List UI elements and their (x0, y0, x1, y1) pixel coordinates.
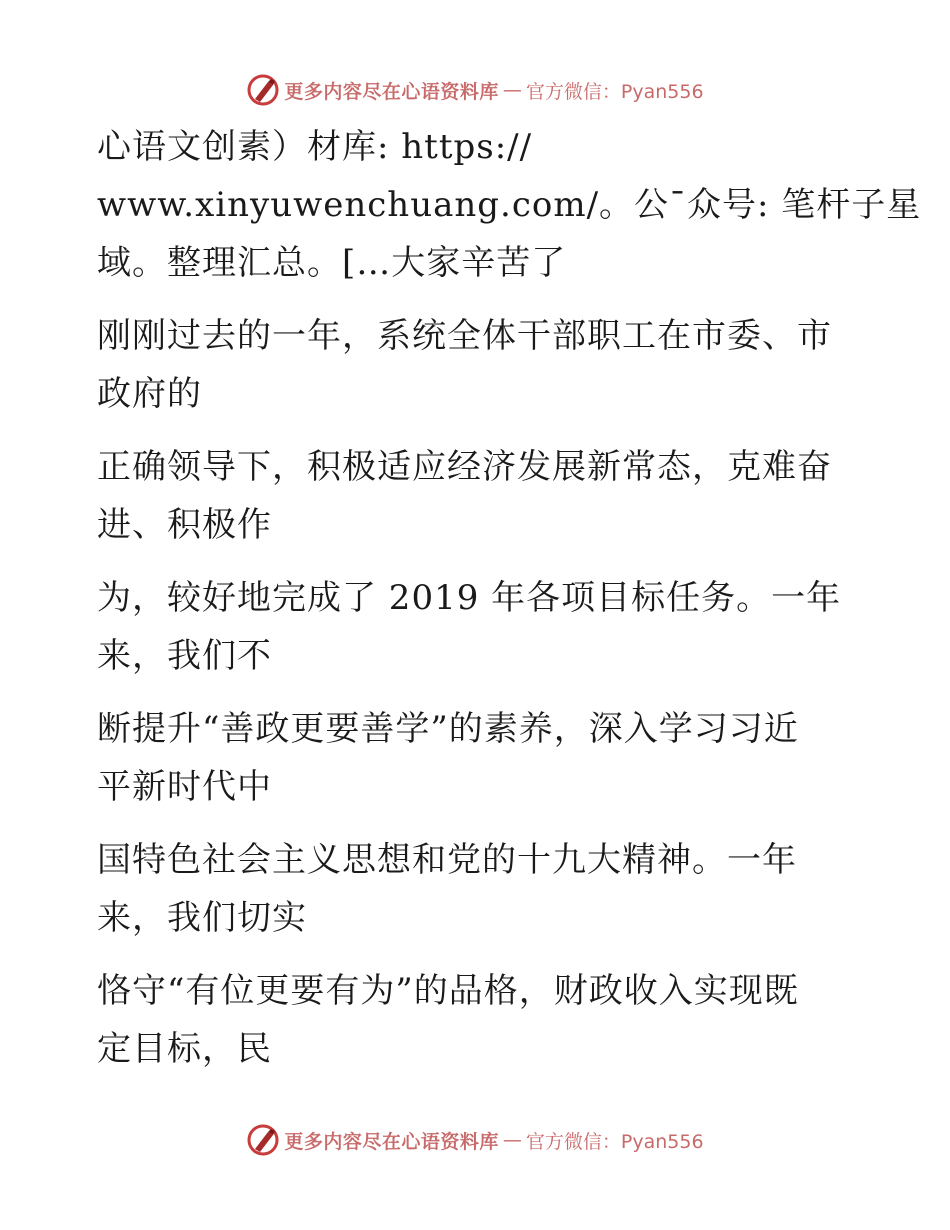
paragraph-4 (97, 569, 842, 685)
text-line: 恪守“有位更要有为”的品格，财政收入实现既 (97, 971, 799, 1011)
header-watermark (0, 70, 950, 110)
pen-logo-icon (246, 73, 280, 107)
text-line: 定目标，民 (97, 1029, 272, 1069)
text-line: 来，我们切实 (97, 898, 307, 938)
watermark-text: 更多内容尽在心语资料库 (284, 80, 499, 103)
text-line: 来，我们不 (97, 636, 272, 676)
paragraph-6 (97, 831, 837, 947)
watermark-dash: — (502, 1129, 522, 1151)
text-line: 为，较好地完成了 2019 年各项目标任务。一年 (97, 578, 842, 618)
watermark-group (246, 1123, 703, 1157)
paragraph-5 (97, 700, 837, 816)
footer-watermark (0, 1120, 950, 1160)
text-line: 心语文创素）材库: https:// (97, 127, 533, 167)
paragraph-7 (97, 962, 837, 1078)
text-line: 刚刚过去的一年，系统全体干部职工在市委、市 (97, 316, 832, 356)
text-line: 断提升“善政更要善学”的素养，深入学习习近 (97, 709, 799, 749)
text-line: www.xinyuwenchuang.com/。公¯众号: 笔杆子星 (97, 185, 922, 225)
text-line: 域。整理汇总。[…大家辛苦了 (97, 243, 567, 283)
paragraph-1 (97, 118, 922, 292)
watermark-group (246, 73, 703, 107)
watermark-wechat: 官方微信：Pyan556 (525, 80, 704, 103)
document-body (97, 118, 922, 1078)
text-line: 平新时代中 (97, 767, 272, 807)
pen-logo-icon (246, 1123, 280, 1157)
paragraph-2 (97, 307, 837, 423)
text-line: 正确领导下，积极适应经济发展新常态，克难奋 (97, 447, 832, 487)
text-line: 政府的 (97, 374, 202, 414)
text-line: 进、积极作 (97, 505, 272, 545)
watermark-wechat: 官方微信：Pyan556 (525, 1130, 704, 1153)
paragraph-3 (97, 438, 837, 554)
watermark-text: 更多内容尽在心语资料库 (284, 1130, 499, 1153)
text-line: 国特色社会主义思想和党的十九大精神。一年 (97, 840, 797, 880)
watermark-dash: — (502, 79, 522, 101)
